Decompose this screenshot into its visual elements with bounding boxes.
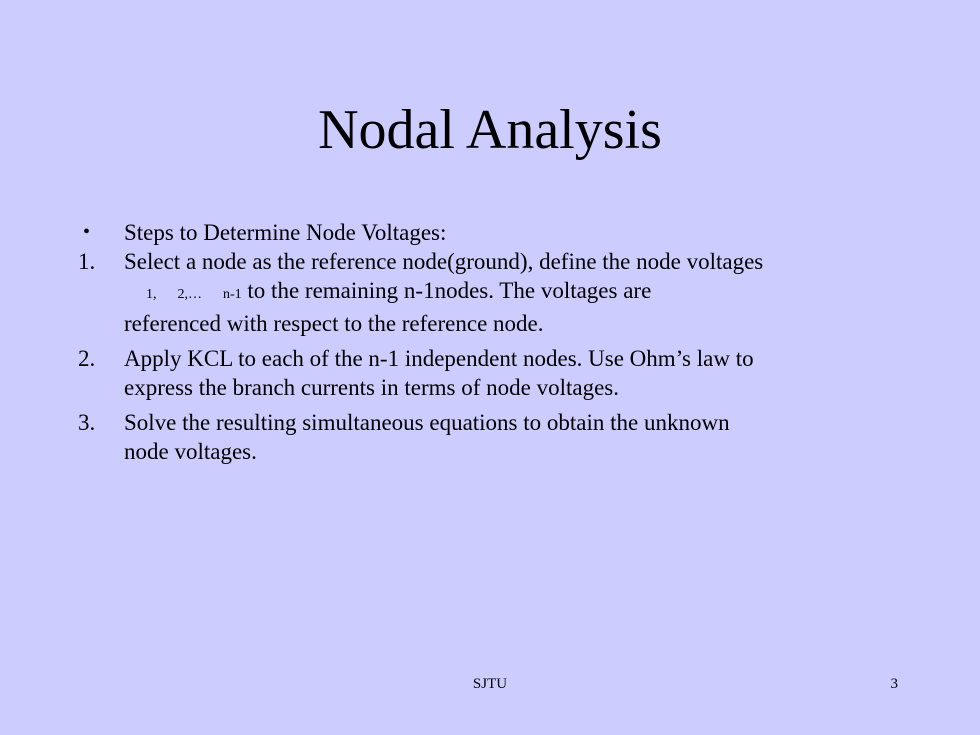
step-1-line-3: referenced with respect to the reference node.	[124, 311, 544, 336]
bullet-marker: •	[83, 221, 91, 243]
step-3-line-1: Solve the resulting simultaneous equations to obtain the unknown	[124, 410, 730, 435]
step-2-line-1: Apply KCL to each of the n-1 independent nodes. Use Ohm’s law to	[124, 346, 754, 371]
node-voltage-subscripts: 1, 2,… n-1	[146, 287, 242, 302]
bullet-text: Steps to Determine Node Voltages:	[124, 220, 447, 245]
step-3	[78, 408, 908, 466]
step-1-line-1: Select a node as the reference node(ground), define the node voltages	[124, 249, 764, 274]
step-3-line-2: node voltages.	[124, 439, 257, 464]
slide-body	[78, 218, 908, 466]
bullet-item	[78, 218, 908, 247]
step-2	[78, 344, 908, 402]
slide-title: Nodal Analysis	[318, 99, 662, 161]
step-2-line-2: express the branch currents in terms of node voltages.	[124, 375, 619, 400]
step-1	[78, 247, 908, 338]
step-1-line-2-text: to the remaining n-1nodes. The voltages are	[241, 278, 652, 303]
step-1-number: 1.	[78, 249, 96, 274]
footer-label: SJTU	[472, 676, 508, 692]
step-1-line-2	[124, 276, 908, 309]
step-3-number: 3.	[78, 410, 96, 435]
step-2-number: 2.	[78, 346, 96, 371]
page-number: 3	[890, 676, 898, 692]
